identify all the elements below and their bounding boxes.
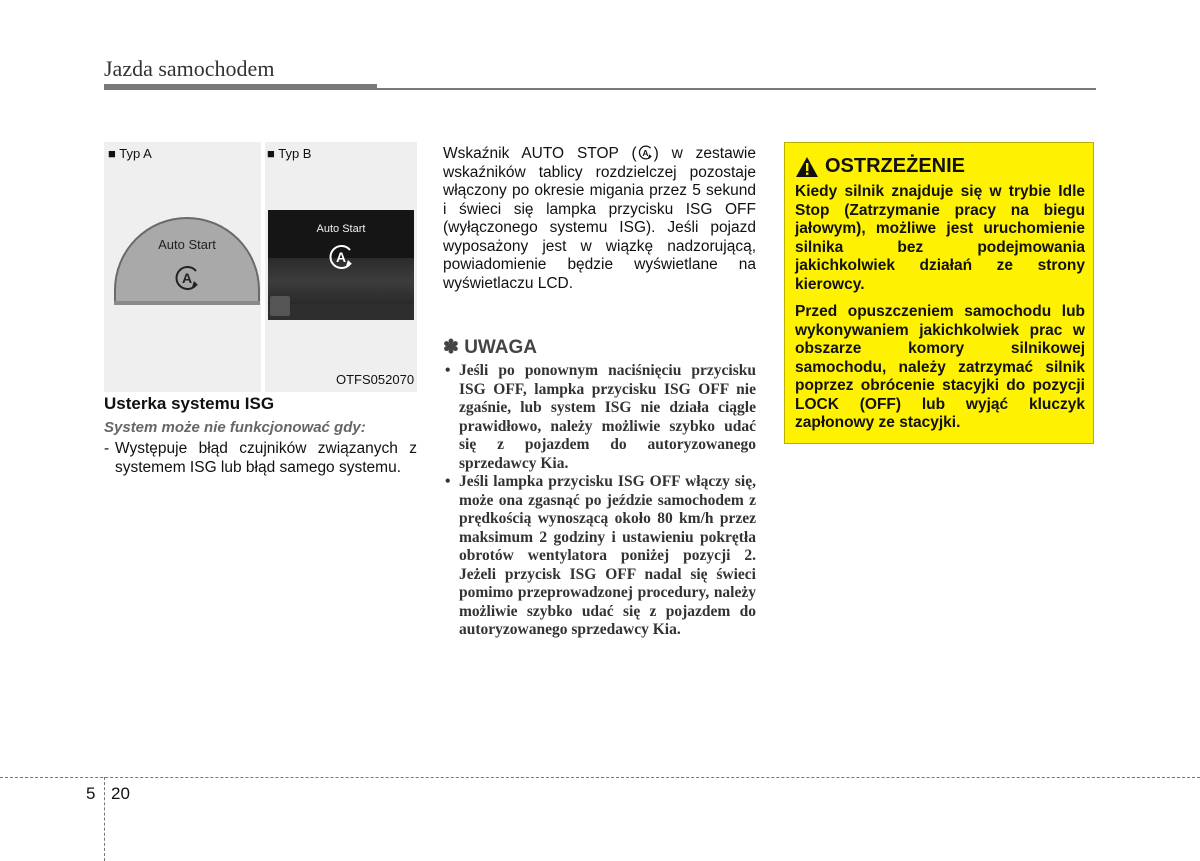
footer-section-number: 5 [86,784,96,803]
section-list-item [104,440,417,477]
warning-paragraph-2: Przed opuszczeniem samochodu lub wykonywaniem jakichkolwiek prac w obszarze komory silnikowej samochodu, należy zatrzymać silnik poprzez obrócenie stacyjki do pozycji LOCK (OFF) lub wyjąć kluczyk zapłonowy ze stacyjki. [795,303,1085,431]
cluster-display-type-b [268,210,414,320]
header-rule-thin [377,88,1096,90]
note-list [443,362,756,640]
section-title: Usterka systemu ISG [104,394,275,413]
note-title: ✽ UWAGA [443,337,538,358]
warning-paragraph-1: Kiedy silnik znajduje się w trybie Idle Stop (Zatrzymanie pracy na biegu jałowym), możliwe jest uruchomienie silnika bez podejmowania jakichkolwiek działań ze strony kierowcy. [795,183,1085,293]
figure-label-type-a: ■ Typ A [108,146,152,161]
warning-triangle-icon [795,156,819,178]
note-item [443,473,756,640]
auto-stop-paragraph [443,144,756,293]
warning-title-text: OSTRZEŻENIE [825,155,966,177]
paragraph-text-start: Wskaźnik AUTO STOP ( [443,145,637,162]
parking-indicator-icon [270,296,290,316]
header-rule-thick [104,84,377,90]
svg-text:A: A [642,147,649,158]
auto-start-label-b: Auto Start [316,223,366,235]
note-item-text: Jeśli lampka przycisku ISG OFF włączy się, może ona zgasnąć po jeździe samochodem z prędkością wynoszącą około 80 km/h przez maksimum 2 godziny i ustawieniu pokrętła obrotów wentylatora poniżej pozycji 2. Jeżeli przycisk ISG OFF nadal się świeci pomimo przeprowadzonej procedury, należy możliwie szybko udać się z pojazdem do autoryzowanego sprzedawcy Kia. [459,473,756,638]
bullet-icon: • [445,362,451,379]
auto-start-label-a: Auto Start [158,237,216,252]
section-item-text: Występuje błąd czujników związanych z systemem ISG lub błąd samego systemu. [115,440,417,476]
svg-text:A: A [335,249,347,265]
auto-stop-a-icon [172,263,202,293]
footer-dashed-divider [104,777,105,861]
warning-box [784,142,1094,444]
type-a-base-line [114,301,260,305]
section-subtitle: System może nie funkcjonować gdy: [104,419,366,436]
bullet-icon: • [445,473,451,490]
auto-start-button-type-a [114,217,260,305]
note-item-text: Jeśli po ponownym naciśnięciu przycisku ISG OFF, lampka przycisku ISG OFF nie zgaśnie, lub system ISG nie działa ciągle prawidłowo, należy możliwie szybko udać się z pojazdem do autoryzowanego sprzedawcy Kia. [459,362,756,472]
auto-stop-b-icon [326,242,356,272]
figure-separator [261,142,265,392]
paragraph-text-end: ) w zestawie wskaźników tablicy rozdzielczej pozostaje włączony po okresie migania przez 5 sekund i świeci się lampka przycisku ISG OFF (wyłączonego systemu ISG). Jeśli pojazd wyposażony jest w wiązkę nadzorującą, powiadomienie będzie wyświetlane na wyświetlaczu LCD. [443,145,756,292]
note-item [443,362,756,473]
warning-title [795,155,965,178]
auto-stop-inline-icon [637,144,654,161]
list-marker: - [104,440,110,457]
footer-page-number: 20 [111,784,130,803]
svg-text:A: A [181,270,193,286]
figure-label-type-b: ■ Typ B [267,146,312,161]
figure-box [104,142,417,392]
footer-dashed-line [0,777,1200,778]
page-header-title: Jazda samochodem [104,56,275,81]
figure-code: OTFS052070 [336,372,415,387]
